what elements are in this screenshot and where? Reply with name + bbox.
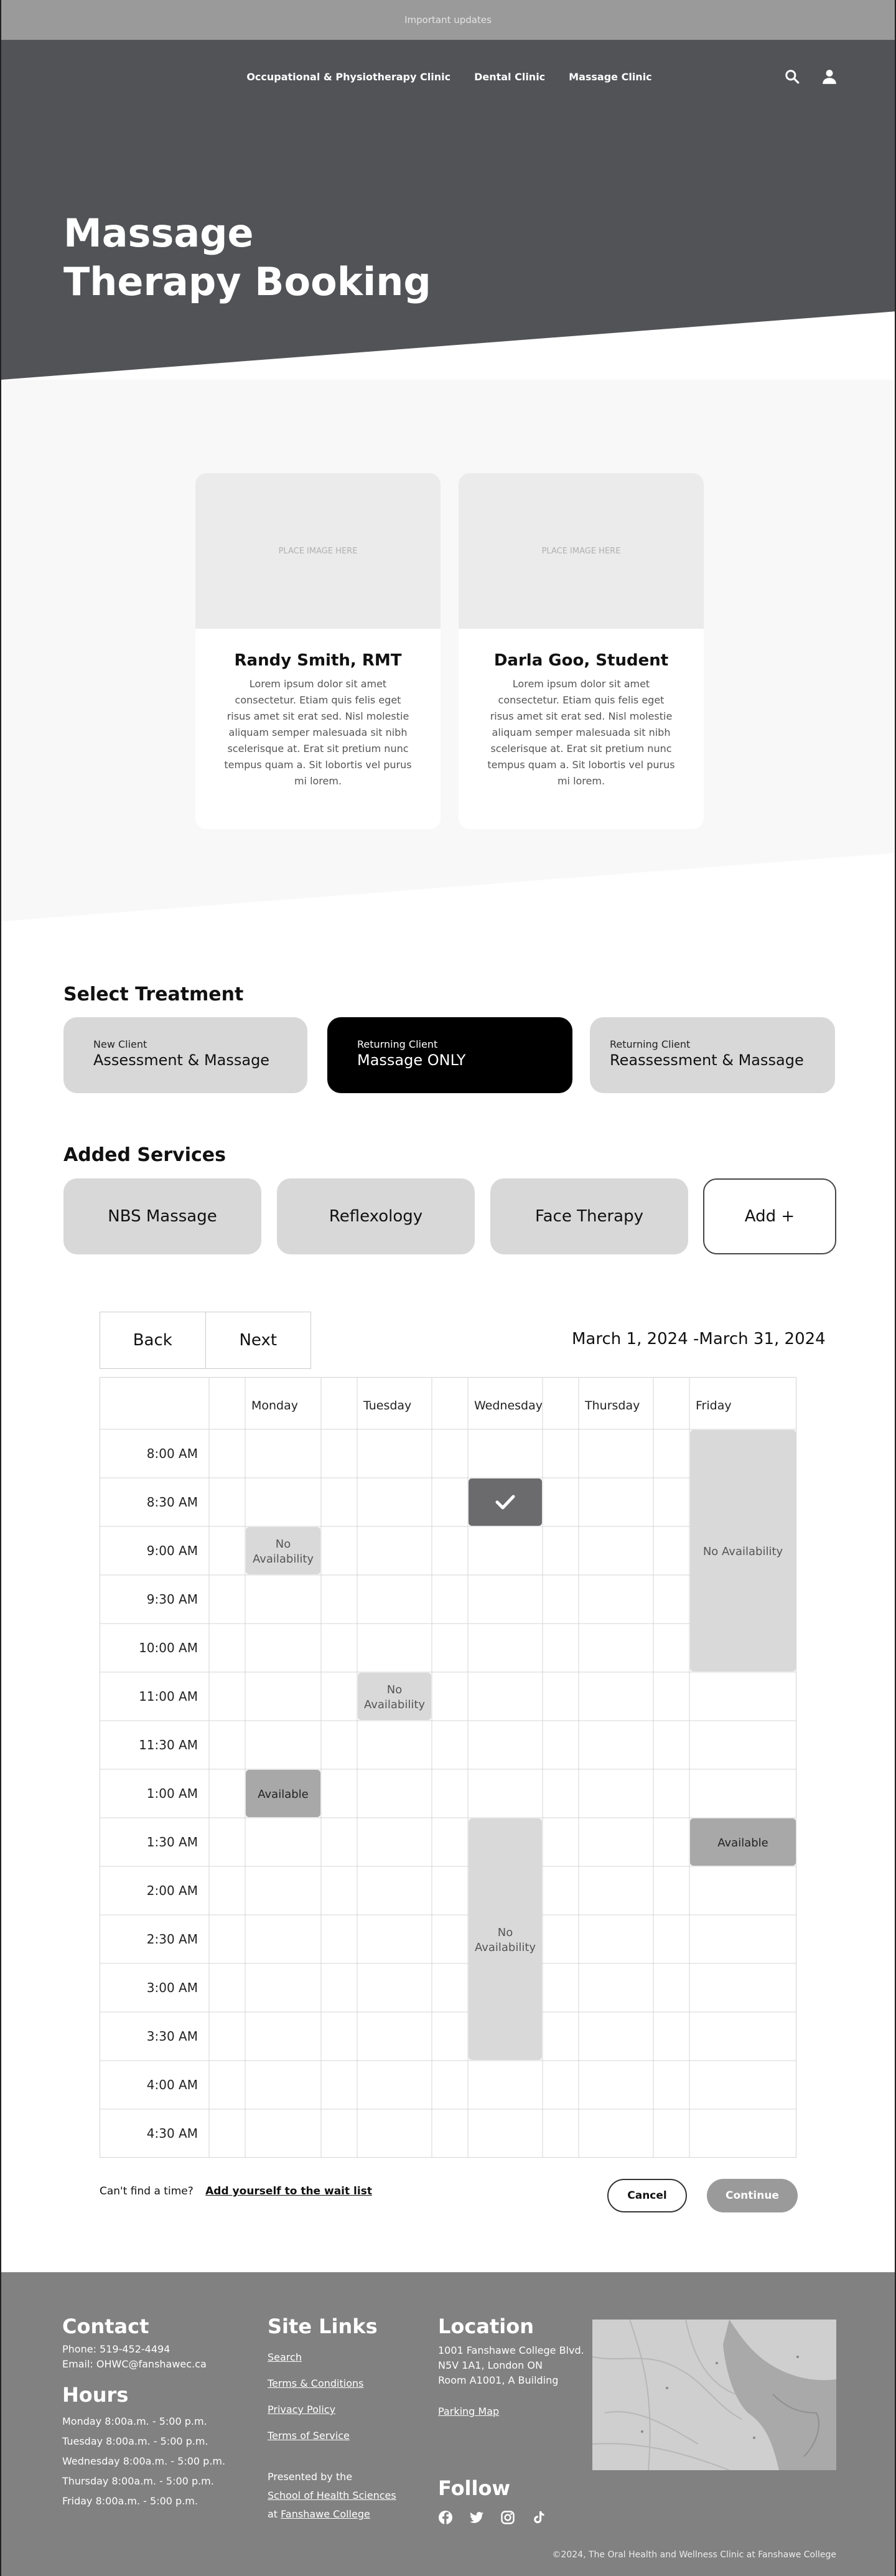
time-label: 11:30 AM <box>139 1737 198 1752</box>
time-label: 1:00 AM <box>146 1786 198 1801</box>
calendar-pager <box>100 1312 311 1369</box>
time-label: 9:30 AM <box>146 1592 198 1607</box>
address-line: Room A1001, A Building <box>438 2374 559 2386</box>
day-header: Thursday <box>585 1399 640 1413</box>
hours-line: Thursday 8:00a.m. - 5:00 p.m. <box>62 2475 214 2487</box>
slot-label: Availability <box>252 1553 314 1566</box>
day-header: Tuesday <box>363 1399 412 1413</box>
time-label: 10:00 AM <box>139 1640 198 1655</box>
hours-line: Wednesday 8:00a.m. - 5:00 p.m. <box>62 2455 226 2467</box>
time-label: 3:30 AM <box>146 2029 198 2044</box>
location-title: Location <box>438 2315 534 2338</box>
slot-label: Available <box>717 1836 768 1850</box>
footer-link-search[interactable]: Search <box>268 2351 302 2363</box>
waitlist-row <box>100 2185 372 2198</box>
time-label: 4:30 AM <box>146 2126 198 2141</box>
therapist-section <box>1 380 895 928</box>
waitlist-link[interactable]: Add yourself to the wait list <box>205 2185 372 2198</box>
day-header: Monday <box>251 1399 299 1413</box>
contact-phone: Phone: 519-452-4494 <box>62 2343 170 2355</box>
select-treatment-title: Select Treatment <box>63 984 244 1005</box>
waitlist-prompt: Can't find a time? <box>100 2185 194 2198</box>
announcement-text[interactable]: Important updates <box>404 14 492 26</box>
time-label: 11:00 AM <box>139 1689 198 1704</box>
hours-line: Monday 8:00a.m. - 5:00 p.m. <box>62 2415 207 2427</box>
cancel-button[interactable]: Cancel <box>607 2179 687 2212</box>
therapist-bio: Lorem ipsum dolor sit amet consectetur. Etiam quis felis eget risus amet sit erat sed. Nisl molestie aliquam semper malesuada sit nibh scelerisque at. Erat sit pretium nunc tempus quam a. Sit lobortis vel purus mi lorem. <box>224 678 412 787</box>
unavailable-block <box>246 1527 320 1574</box>
therapist-image-placeholder: PLACE IMAGE HERE <box>459 473 704 629</box>
time-label: 2:00 AM <box>146 1883 198 1898</box>
announcement-bar[interactable] <box>1 0 895 40</box>
copyright: ©2024, The Oral Health and Wellness Clinic at Fanshawe College <box>552 2550 836 2560</box>
footer-link-privacy[interactable]: Privacy Policy <box>268 2404 336 2415</box>
therapist-card[interactable] <box>195 473 441 829</box>
page-title-line2: Therapy Booking <box>63 259 431 304</box>
instagram-icon[interactable] <box>500 2510 515 2527</box>
footer-link-terms-conditions[interactable]: Terms & Conditions <box>268 2377 364 2389</box>
contact-title: Contact <box>62 2315 149 2338</box>
page-title <box>63 209 499 306</box>
unavailable-block <box>358 1673 431 1720</box>
social-links <box>438 2510 584 2527</box>
parking-map-link[interactable]: Parking Map <box>438 2405 500 2417</box>
added-services-title: Added Services <box>63 1144 226 1166</box>
time-label: 3:00 AM <box>146 1980 198 1995</box>
treatment-client-type: Returning Client <box>610 1038 691 1050</box>
college-link[interactable]: Fanshawe College <box>281 2508 370 2520</box>
time-label: 4:00 AM <box>146 2077 198 2092</box>
facebook-icon[interactable] <box>438 2510 453 2527</box>
treatment-name: Reassessment & Massage <box>610 1051 804 1069</box>
slot-label: Availability <box>474 1941 536 1954</box>
page-title-line1: Massage <box>63 210 254 256</box>
school-link[interactable]: School of Health Sciences <box>268 2489 396 2501</box>
time-label: 1:30 AM <box>146 1835 198 1850</box>
slot-label: Available <box>258 1788 309 1801</box>
hours-list <box>62 2412 225 2511</box>
next-button[interactable]: Next <box>239 1331 278 1350</box>
location-map[interactable] <box>592 2320 836 2470</box>
treatment-name: Assessment & Massage <box>93 1051 270 1069</box>
search-icon[interactable] <box>784 68 800 87</box>
presented-by <box>268 2468 396 2524</box>
unavailable-block <box>469 1818 542 2060</box>
time-label: 2:30 AM <box>146 1932 198 1947</box>
add-service-button[interactable]: Add + <box>703 1178 836 1254</box>
tiktok-icon[interactable] <box>531 2510 546 2527</box>
hours-line: Tuesday 8:00a.m. - 5:00 p.m. <box>62 2435 208 2447</box>
time-label: 9:00 AM <box>146 1543 198 1558</box>
hero <box>1 40 895 380</box>
footer-location <box>438 2315 584 2527</box>
date-range: March 1, 2024 -March 31, 2024 <box>572 1330 826 1348</box>
at-prefix: at <box>268 2508 278 2520</box>
day-header: Wednesday <box>474 1399 543 1413</box>
nav-massage[interactable]: Massage Clinic <box>569 71 652 83</box>
service-face-therapy[interactable]: Face Therapy <box>490 1178 688 1254</box>
treatment-option-assessment[interactable] <box>63 1017 307 1093</box>
footer-contact <box>62 2315 225 2511</box>
schedule-svg <box>100 1377 796 2158</box>
slot-label: No Availability <box>702 1545 783 1558</box>
footer-link-terms-service[interactable]: Terms of Service <box>268 2430 350 2442</box>
footer-site-links <box>268 2315 396 2524</box>
hero-diagonal <box>1 311 896 380</box>
nav-dental[interactable]: Dental Clinic <box>474 71 546 83</box>
time-label: 8:00 AM <box>146 1446 198 1461</box>
treatment-option-reassessment[interactable] <box>590 1017 835 1093</box>
service-nbs-massage[interactable]: NBS Massage <box>63 1178 261 1254</box>
user-icon[interactable] <box>821 68 838 87</box>
location-address <box>438 2343 584 2388</box>
service-reflexology[interactable]: Reflexology <box>277 1178 475 1254</box>
main-nav <box>1 68 896 86</box>
schedule-grid <box>100 1377 796 2158</box>
presented-prefix: Presented by the <box>268 2471 353 2483</box>
slot-label: Availability <box>363 1698 426 1711</box>
therapist-image-placeholder: PLACE IMAGE HERE <box>195 473 441 629</box>
therapist-name: Darla Goo, Student <box>493 651 669 670</box>
slot-label: No <box>386 1683 403 1696</box>
continue-button[interactable]: Continue <box>707 2179 798 2212</box>
slot-label: No <box>275 1538 291 1551</box>
hours-line: Friday 8:00a.m. - 5:00 p.m. <box>62 2495 198 2507</box>
nav-icons <box>784 68 838 87</box>
map-image[interactable] <box>592 2320 836 2470</box>
treatment-option-massage-only[interactable] <box>327 1017 572 1093</box>
follow-title: Follow <box>438 2476 511 2500</box>
twitter-icon[interactable] <box>469 2510 484 2527</box>
hours-title: Hours <box>62 2383 129 2407</box>
day-header: Friday <box>696 1399 732 1413</box>
time-label: 8:30 AM <box>146 1495 198 1510</box>
slot-label: No <box>497 1926 513 1939</box>
address-line: N5V 1A1, London ON <box>438 2359 543 2371</box>
back-button[interactable]: Back <box>100 1312 206 1368</box>
address-line: 1001 Fanshawe College Blvd. <box>438 2344 584 2356</box>
therapist-bio: Lorem ipsum dolor sit amet consectetur. Etiam quis felis eget risus amet sit erat sed. Nisl molestie aliquam semper malesuada sit nibh scelerisque at. Erat sit pretium nunc tempus quam a. Sit lobortis vel purus mi lorem. <box>487 678 675 787</box>
selected-slot[interactable] <box>469 1478 542 1526</box>
treatment-client-type: New Client <box>93 1038 147 1050</box>
footer <box>1 2272 896 2576</box>
therapist-name: Randy Smith, RMT <box>234 651 402 670</box>
site-links-list <box>268 2344 396 2449</box>
therapist-card[interactable] <box>459 473 704 829</box>
site-links-title: Site Links <box>268 2315 378 2338</box>
nav-occupational-physio[interactable]: Occupational & Physiotherapy Clinic <box>246 71 451 83</box>
therapist-section-bg <box>1 380 896 928</box>
contact-email[interactable]: Email: OHWC@fanshawec.ca <box>62 2358 207 2370</box>
treatment-client-type: Returning Client <box>357 1038 438 1050</box>
treatment-name: Massage ONLY <box>357 1051 466 1069</box>
